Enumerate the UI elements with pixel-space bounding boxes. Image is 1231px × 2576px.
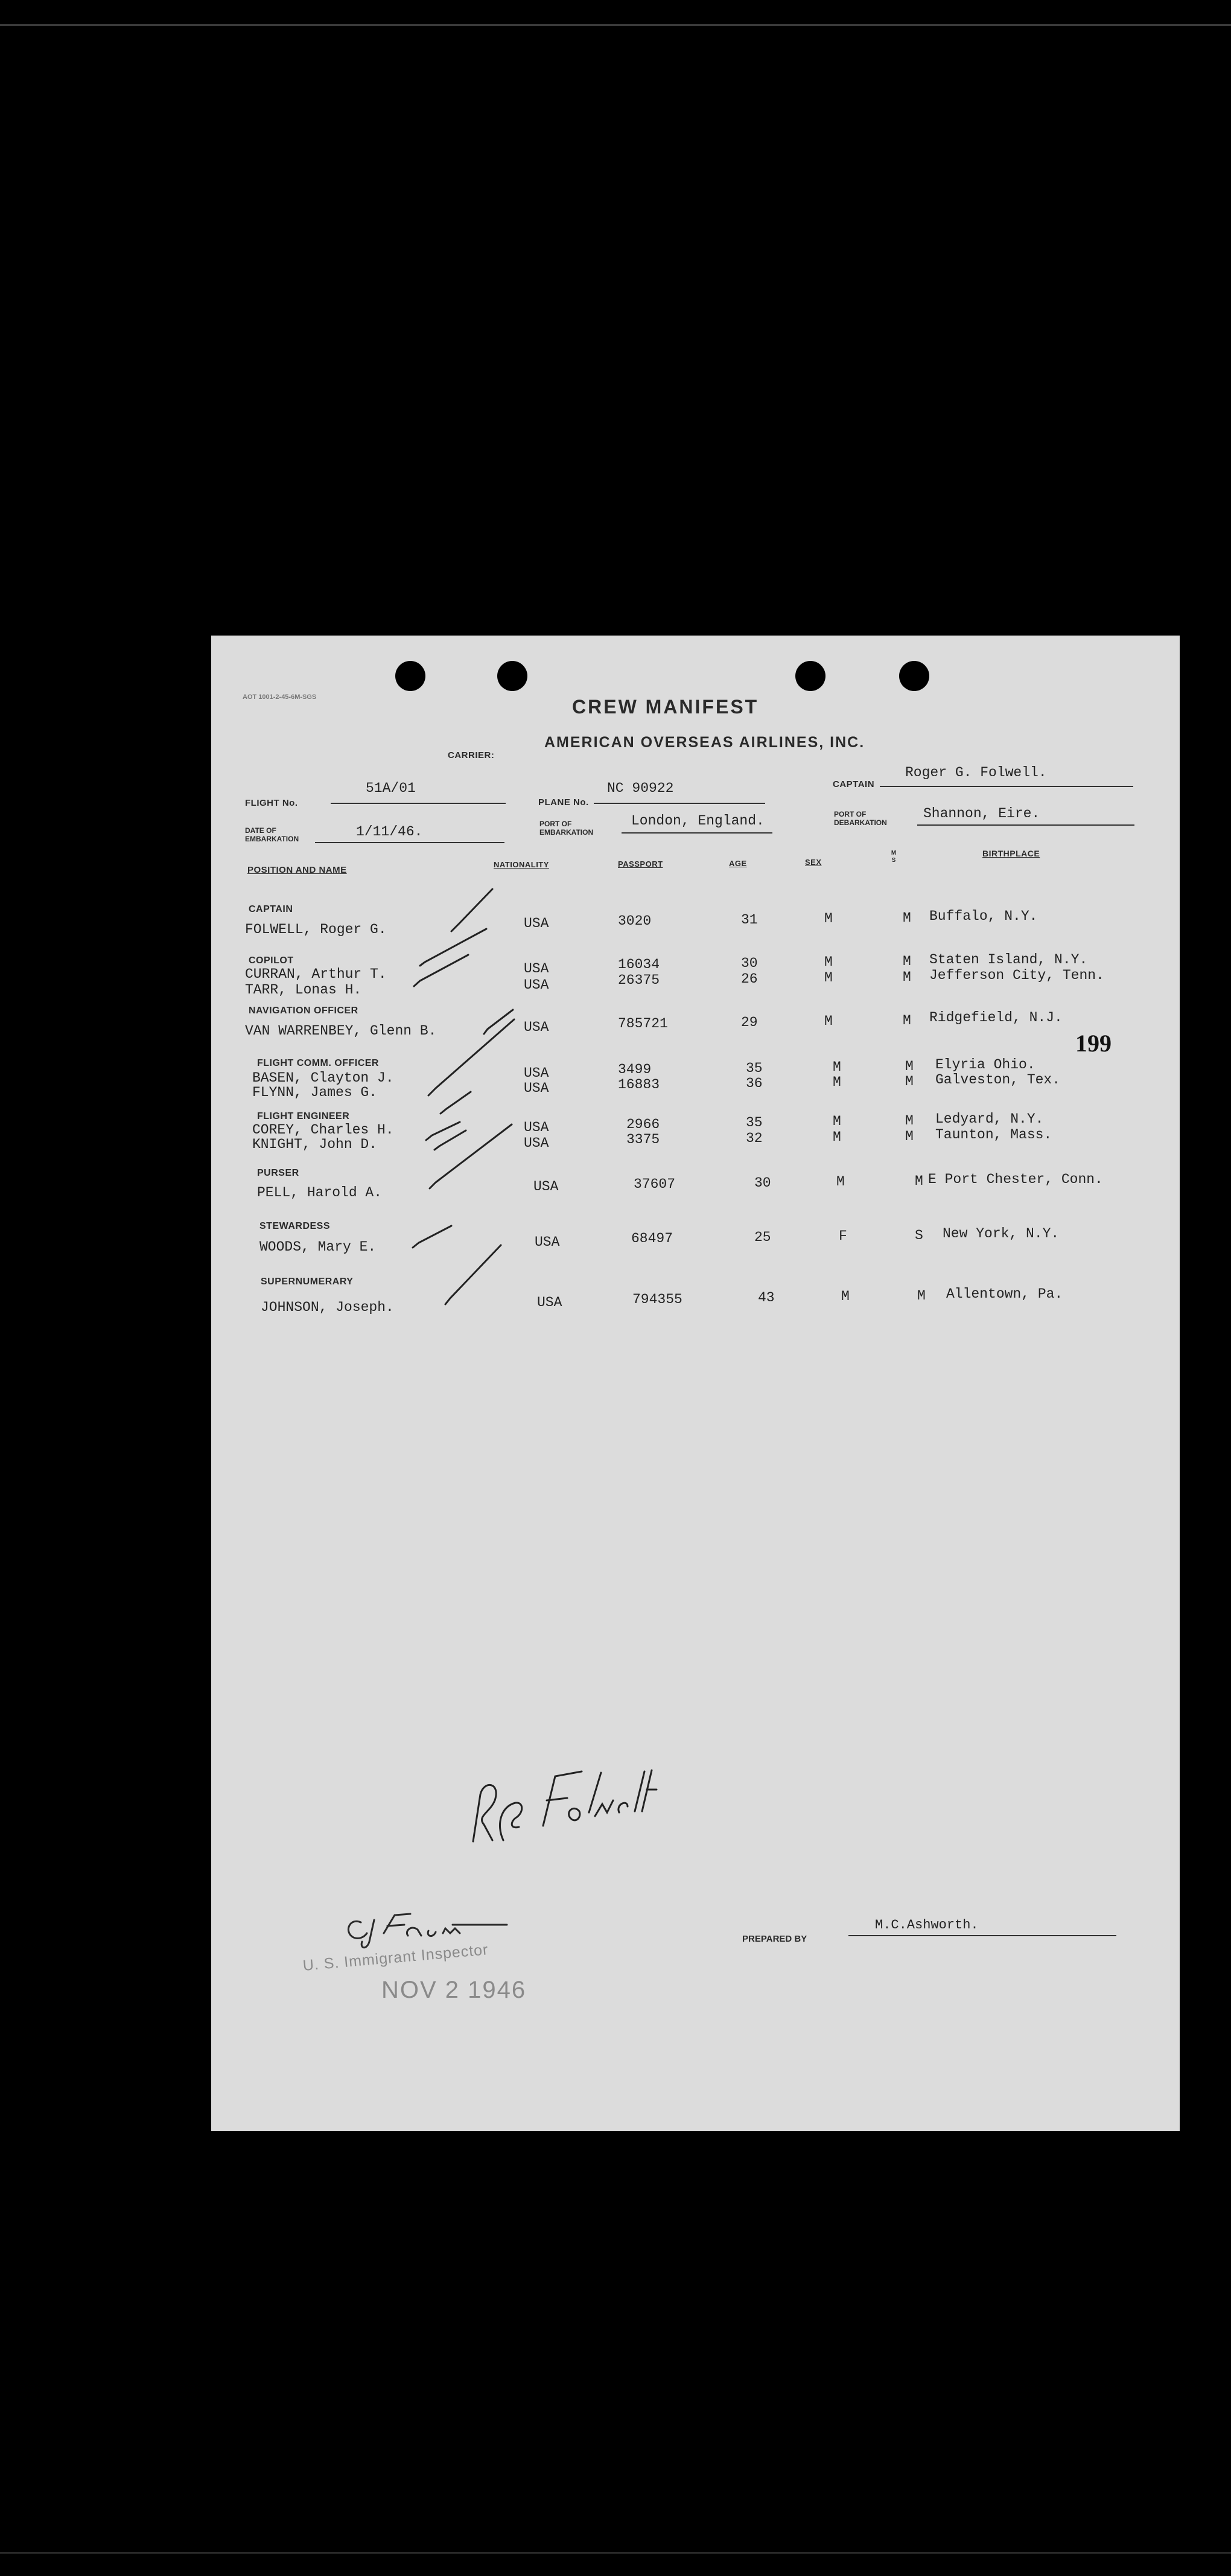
column-passport: PASSPORT (618, 859, 663, 869)
crew-passport: 16883 (618, 1077, 660, 1092)
crew-age: 32 (746, 1130, 763, 1146)
flight-no-label: FLIGHT No. (245, 798, 298, 808)
date-label-line1: DATE OF (245, 826, 276, 835)
check-mark-icon (484, 1010, 513, 1034)
crew-sex: M (833, 1074, 841, 1090)
group-label-navigation-officer: NAVIGATION OFFICER (249, 1006, 358, 1016)
column-position-name: POSITION AND NAME (247, 865, 347, 875)
crew-birthplace: Staten Island, N.Y. (929, 952, 1088, 968)
crew-name: BASEN, Clayton J. (252, 1070, 394, 1086)
crew-passport: 26375 (618, 972, 660, 988)
crew-nationality: USA (524, 1065, 549, 1081)
crew-age: 30 (754, 1175, 771, 1191)
crew-name: WOODS, Mary E. (259, 1239, 377, 1255)
column-age: AGE (729, 859, 747, 868)
crew-name: TARR, Lonas H. (245, 982, 362, 998)
inspector-stamp: U. S. Immigrant Inspector (302, 1941, 489, 1974)
group-label-stewardess: STEWARDESS (259, 1221, 331, 1231)
crew-age: 25 (754, 1229, 771, 1245)
check-mark-icon (434, 1130, 466, 1150)
crew-sex: M (833, 1114, 841, 1129)
flight-no-value: 51A/01 (366, 780, 416, 796)
crew-nationality: USA (524, 977, 549, 993)
crew-passport: 785721 (618, 1016, 668, 1031)
crew-name: COREY, Charles H. (252, 1122, 394, 1138)
crew-name: PELL, Harold A. (257, 1185, 383, 1200)
crew-nationality: USA (524, 1019, 549, 1035)
group-label-purser: PURSER (257, 1168, 299, 1178)
crew-passport: 16034 (618, 957, 660, 972)
form-code: AOT 1001-2-45-6M-SGS (243, 693, 317, 701)
port-embarkation-value: London, England. (631, 813, 765, 829)
crew-nationality: USA (533, 1179, 559, 1194)
column-sex: SEX (805, 858, 822, 867)
bottom-border-line (0, 2552, 1231, 2554)
crew-marital-status: M (915, 1173, 923, 1189)
crew-sex: M (833, 1059, 841, 1075)
crew-age: 29 (741, 1015, 758, 1030)
crew-passport: 3375 (626, 1132, 660, 1147)
crew-sex: M (824, 970, 833, 986)
crew-age: 43 (758, 1290, 775, 1306)
plane-no-value: NC 90922 (607, 780, 674, 796)
document-title: CREW MANIFEST (572, 696, 759, 718)
crew-birthplace: E Port Chester, Conn. (928, 1172, 1103, 1187)
check-mark-icon (414, 955, 468, 986)
port-deb-label-line2: DEBARKATION (834, 818, 887, 827)
crew-sex: M (833, 1129, 841, 1145)
crew-sex: M (824, 911, 833, 926)
crew-name: CURRAN, Arthur T. (245, 966, 387, 982)
crew-birthplace: New York, N.Y. (943, 1226, 1060, 1242)
check-mark-icon (451, 889, 492, 931)
crew-sex: M (824, 954, 833, 970)
port-emb-label-line1: PORT OF (539, 820, 572, 828)
crew-nationality: USA (524, 1135, 549, 1151)
crew-birthplace: Ridgefield, N.J. (929, 1010, 1063, 1025)
stamp-date: NOV 2 1946 (381, 1977, 527, 2003)
crew-passport: 3020 (618, 913, 652, 929)
check-marks (211, 636, 1180, 1360)
group-label-supernumerary: SUPERNUMERARY (261, 1277, 354, 1287)
check-mark-icon (445, 1245, 501, 1304)
crew-marital-status: S (915, 1228, 923, 1243)
crew-birthplace: Allentown, Pa. (946, 1286, 1063, 1302)
captain-label: CAPTAIN (833, 779, 875, 789)
group-label-flight-engineer: FLIGHT ENGINEER (257, 1111, 350, 1121)
carrier-name: AMERICAN OVERSEAS AIRLINES, INC. (544, 734, 865, 751)
crew-marital-status: M (903, 1013, 911, 1028)
crew-nationality: USA (524, 961, 549, 977)
column-birthplace: BIRTHPLACE (982, 849, 1040, 858)
plane-no-label: PLANE No. (538, 797, 589, 808)
carrier-label: CARRIER: (448, 750, 495, 760)
crew-marital-status: M (905, 1059, 914, 1074)
check-mark-icon (430, 1124, 512, 1188)
check-mark-icon (413, 1226, 451, 1248)
crew-age: 30 (741, 955, 758, 971)
crew-nationality: USA (537, 1295, 562, 1310)
crew-sex: M (841, 1289, 850, 1304)
date-label-line2: EMBARKATION (245, 835, 299, 843)
captain-signature (453, 1722, 658, 1867)
crew-sex: M (836, 1174, 845, 1190)
prepared-by-value: M.C.Ashworth. (875, 1918, 979, 1933)
crew-nationality: USA (524, 1120, 549, 1135)
crew-name: FOLWELL, Roger G. (245, 922, 387, 937)
port-debarkation-value: Shannon, Eire. (923, 806, 1040, 821)
column-marital-status: M S (891, 850, 897, 864)
crew-marital-status: M (905, 1129, 914, 1144)
captain-value: Roger G. Folwell. (905, 765, 1047, 780)
crew-age: 31 (741, 912, 758, 928)
crew-marital-status: M (903, 969, 911, 985)
crew-marital-status: M (905, 1074, 914, 1089)
crew-passport: 37607 (634, 1176, 676, 1192)
check-mark-icon (420, 929, 486, 966)
crew-name: FLYNN, James G. (252, 1085, 378, 1100)
date-value: 1/11/46. (356, 824, 423, 840)
port-emb-label-line2: EMBARKATION (539, 828, 594, 837)
crew-name: JOHNSON, Joseph. (261, 1299, 394, 1315)
crew-age: 35 (746, 1060, 763, 1076)
crew-birthplace: Galveston, Tex. (935, 1072, 1061, 1088)
crew-age: 35 (746, 1115, 763, 1130)
crew-passport: 3499 (618, 1062, 652, 1077)
crew-sex: M (824, 1013, 833, 1029)
crew-nationality: USA (524, 916, 549, 931)
column-nationality: NATIONALITY (494, 860, 549, 869)
crew-birthplace: Ledyard, N.Y. (935, 1111, 1044, 1127)
crew-age: 26 (741, 971, 758, 987)
crew-nationality: USA (524, 1080, 549, 1096)
group-label-flight-comm-officer: FLIGHT COMM. OFFICER (257, 1058, 379, 1068)
crew-marital-status: M (905, 1113, 914, 1129)
crew-name: KNIGHT, John D. (252, 1137, 378, 1152)
top-border-line (0, 24, 1231, 26)
prepared-by-label: PREPARED BY (742, 1934, 807, 1944)
crew-passport: 68497 (631, 1231, 673, 1246)
page-number: 199 (1075, 1030, 1112, 1057)
crew-birthplace: Taunton, Mass. (935, 1127, 1052, 1143)
prepared-by-line (848, 1935, 1116, 1936)
crew-birthplace: Jefferson City, Tenn. (929, 968, 1104, 983)
crew-name: VAN WARRENBEY, Glenn B. (245, 1023, 437, 1039)
crew-passport: 2966 (626, 1117, 660, 1132)
crew-birthplace: Buffalo, N.Y. (929, 908, 1038, 924)
crew-marital-status: M (903, 910, 911, 926)
crew-nationality: USA (535, 1234, 560, 1250)
crew-age: 36 (746, 1076, 763, 1091)
check-mark-icon (441, 1092, 471, 1114)
crew-marital-status: M (917, 1288, 926, 1304)
crew-marital-status: M (903, 954, 911, 969)
crew-birthplace: Elyria Ohio. (935, 1057, 1035, 1073)
crew-passport: 794355 (632, 1292, 682, 1307)
group-label-captain: CAPTAIN (249, 904, 293, 914)
check-mark-icon (428, 1019, 514, 1095)
port-deb-label-line1: PORT OF (834, 810, 867, 818)
group-label-copilot: COPILOT (249, 955, 294, 966)
manifest-page (211, 636, 1180, 2131)
crew-sex: F (839, 1228, 847, 1244)
